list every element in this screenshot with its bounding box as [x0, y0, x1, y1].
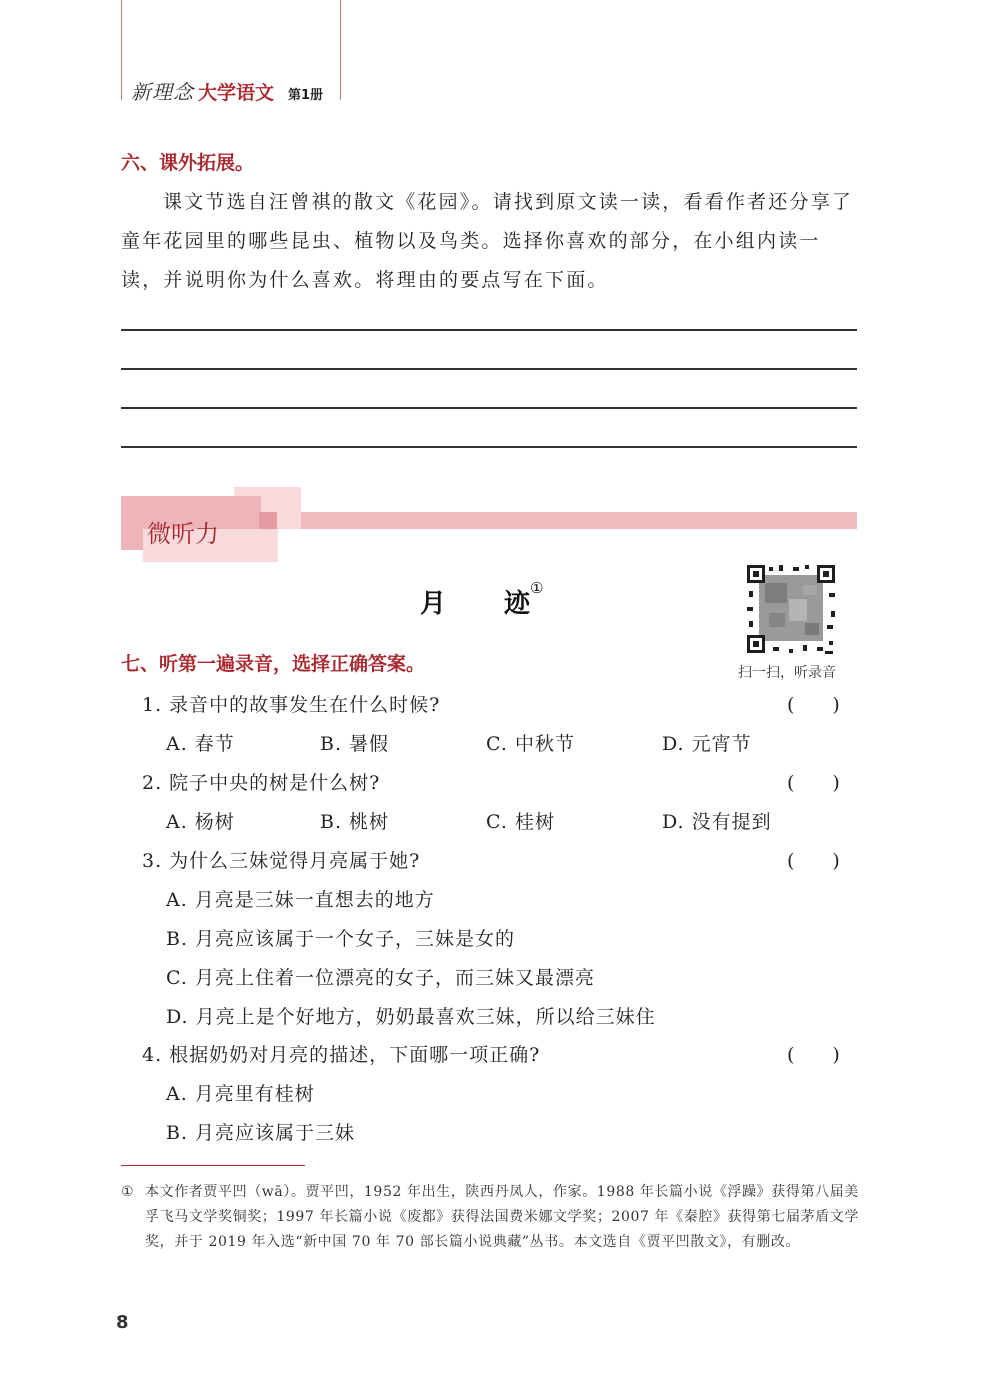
header-rule-right — [340, 0, 341, 100]
q3-option-c[interactable]: C. 月亮上住着一位漂亮的女子，而三妹又最漂亮 — [166, 967, 595, 989]
article-title — [420, 579, 544, 620]
question-1: 1. 录音中的故事发生在什么时候? — [142, 694, 441, 716]
q4-option-a[interactable]: A. 月亮里有桂树 — [166, 1083, 315, 1105]
article-title-char-1: 月 — [420, 589, 447, 619]
q2-option-a[interactable]: A. 杨树 — [166, 811, 235, 833]
q1-option-c[interactable]: C. 中秋节 — [486, 733, 575, 755]
page-number: 8 — [116, 1312, 129, 1333]
q1-option-b[interactable]: B. 暑假 — [320, 733, 390, 755]
answer-blank-1[interactable]: ( ) — [787, 694, 840, 716]
book-title: 大学语文 — [198, 82, 275, 104]
micro-listening-label: 微听力 — [147, 520, 219, 548]
article-title-char-2: 迹 — [504, 589, 531, 619]
q1-option-a[interactable]: A. 春节 — [166, 733, 235, 755]
answer-blank-3[interactable]: ( ) — [787, 850, 840, 872]
q2-option-c[interactable]: C. 桂树 — [486, 811, 555, 833]
banner-deco-square — [259, 512, 277, 529]
answer-line-3[interactable] — [121, 407, 857, 409]
answer-blank-4[interactable]: ( ) — [787, 1044, 840, 1066]
q3-option-d[interactable]: D. 月亮上是个好地方，奶奶最喜欢三妹，所以给三妹住 — [166, 1006, 656, 1028]
section7-heading: 七、听第一遍录音，选择正确答案。 — [121, 653, 426, 675]
answer-line-1[interactable] — [121, 329, 857, 331]
footnote-text: 本文作者贾平凹（wā）。贾平凹，1952 年出生，陕西丹凤人，作家。1988 年长篇小说《浮躁》获得第八届美孚飞马文学奖铜奖；1997 年长篇小说《废都》获得法国费米娜文学奖；2007 年《秦腔》获得第七届茅盾文学奖，并于 2019 年入选“新中国 70 年 70 部长篇小说典藏”丛书。本文选自《贾平凹散文》，有删改。 — [145, 1184, 859, 1250]
q3-option-a[interactable]: A. 月亮是三妹一直想去的地方 — [166, 889, 435, 911]
q4-option-b[interactable]: B. 月亮应该属于三妹 — [166, 1122, 356, 1144]
footnote-rule — [121, 1165, 305, 1166]
footnote — [121, 1180, 859, 1250]
section6-paragraph: 课文节选自汪曾祺的散文《花园》。请找到原文读一读，看看作者还分享了童年花园里的哪些昆虫、植物以及鸟类。选择你喜欢的部分，在小组内读一读，并说明你为什么喜欢。将理由的要点写在下面。 — [121, 191, 854, 291]
q2-option-d[interactable]: D. 没有提到 — [662, 811, 772, 833]
section6-heading: 六、课外拓展。 — [121, 152, 255, 174]
answer-line-2[interactable] — [121, 368, 857, 370]
question-2: 2. 院子中央的树是什么树? — [142, 772, 381, 794]
header-rule-left — [121, 0, 122, 100]
footnote-ref[interactable]: ① — [530, 579, 544, 597]
q1-option-d[interactable]: D. 元宵节 — [662, 733, 752, 755]
q2-option-b[interactable]: B. 桃树 — [320, 811, 390, 833]
question-4: 4. 根据奶奶对月亮的描述，下面哪一项正确? — [142, 1044, 541, 1066]
answer-blank-2[interactable]: ( ) — [787, 772, 840, 794]
qr-code-icon[interactable] — [745, 563, 837, 655]
q3-option-b[interactable]: B. 月亮应该属于一个女子，三妹是女的 — [166, 928, 516, 950]
series-name: 新理念 — [131, 80, 194, 104]
volume-label: 第1册 — [288, 88, 324, 103]
qr-caption: 扫一扫，听录音 — [738, 665, 836, 681]
running-header — [131, 76, 323, 105]
answer-line-4[interactable] — [121, 446, 857, 448]
footnote-mark: ① — [121, 1184, 134, 1200]
question-3: 3. 为什么三妹觉得月亮属于她? — [142, 850, 421, 872]
